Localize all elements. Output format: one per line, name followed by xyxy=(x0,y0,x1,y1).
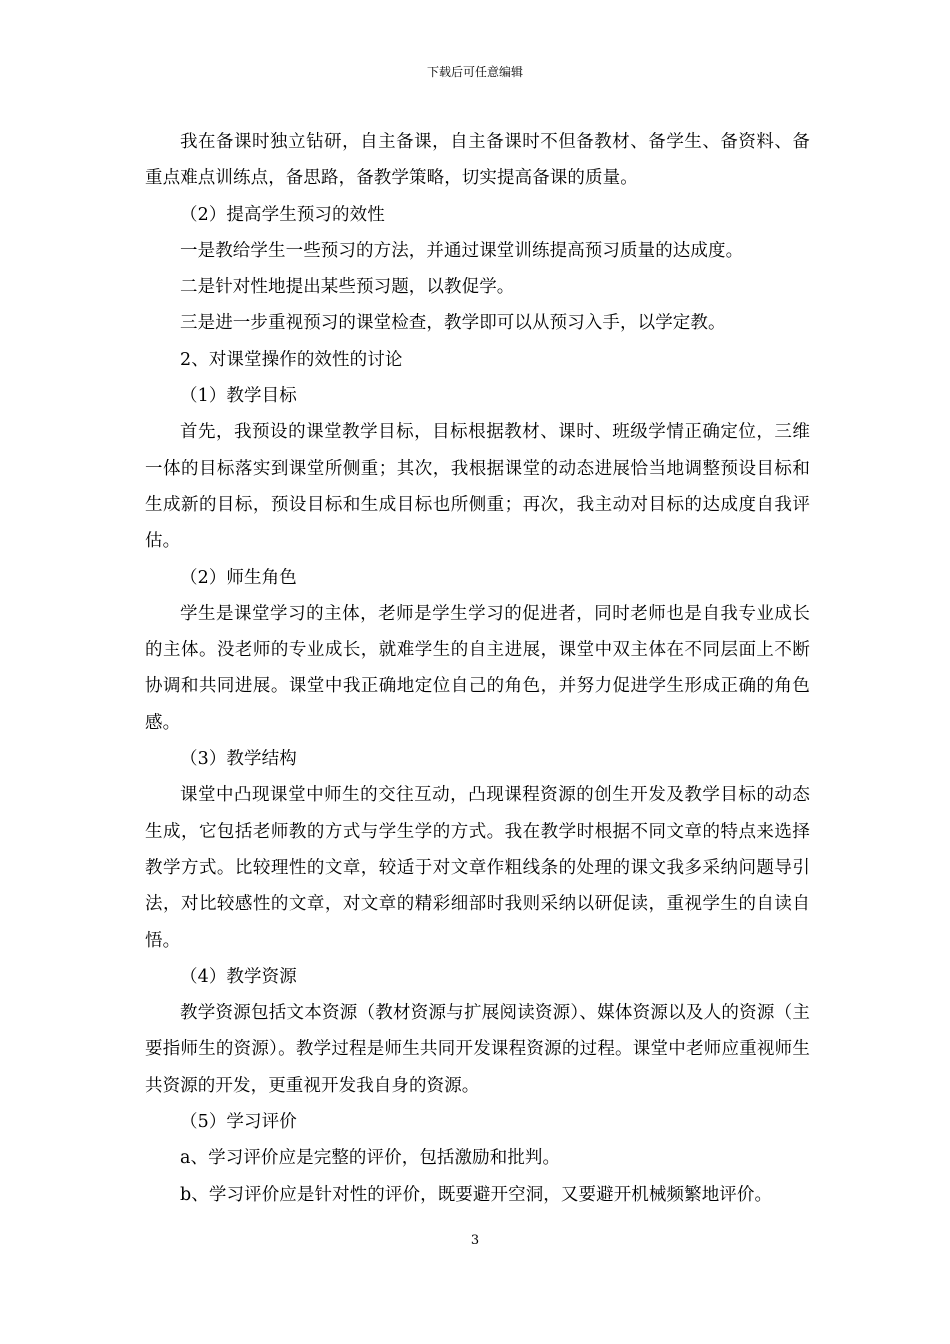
heading-teaching-goals: （1）教学目标 xyxy=(180,386,297,407)
paragraph-roles: 学生是课堂学习的主体，老师是学生学习的促进者，同时老师也是自我专业成长的主体。没老师的专业成长，就难学生的自主进展，课堂中双主体在不同层面上不断协调和共同进展。课堂中我正确地定位自己的角色，并努力促进学生形成正确的角色感。 xyxy=(145,603,810,733)
heading-classroom-operation: 2、对课堂操作的效性的讨论 xyxy=(180,349,403,370)
paragraph-preparation: 我在备课时独立钻研，自主备课，自主备课时不但备教材、备学生、备资料、备重点难点训练点，备思路，备教学策略，切实提高备课的质量。 xyxy=(145,132,810,189)
paragraph-preview-questions: 二是针对性地提出某些预习题，以教促学。 xyxy=(180,277,515,298)
paragraph-preview-check: 三是进一步重视预习的课堂检查，教学即可以从预习入手，以学定教。 xyxy=(180,313,726,334)
heading-roles: （2）师生角色 xyxy=(180,567,297,588)
paragraph-evaluation-a: a、学习评价应是完整的评价，包括激励和批判。 xyxy=(180,1148,561,1169)
heading-teaching-resources: （4）教学资源 xyxy=(180,966,297,987)
paragraph-teaching-structure: 课堂中凸现课堂中师生的交往互动，凸现课程资源的创生开发及教学目标的动态生成，它包括老师教的方式与学生学的方式。我在教学时根据不同文章的特点来选择教学方式。比较理性的文章，较适于对文章作粗线条的处理的课文我多采纳问题导引法，对比较感性的文章，对文章的精彩细部时我则采纳以研促读，重视学生的自读自悟。 xyxy=(145,785,810,951)
paragraph-preview-method: 一是教给学生一些预习的方法，并通过课堂训练提高预习质量的达成度。 xyxy=(180,240,744,261)
paragraph-evaluation-b: b、学习评价应是针对性的评价，既要避开空洞，又要避开机械频繁地评价。 xyxy=(180,1184,773,1205)
page-header: 下载后可任意编辑 xyxy=(426,65,523,79)
heading-teaching-structure: （3）教学结构 xyxy=(180,749,297,770)
heading-preview-effectiveness: （2）提高学生预习的效性 xyxy=(180,204,385,225)
paragraph-teaching-resources: 教学资源包括文本资源（教材资源与扩展阅读资源）、媒体资源以及人的资源（主要指师生的资源）。教学过程是师生共同开发课程资源的过程。课堂中老师应重视师生共资源的开发，更重视开发我自身的资源。 xyxy=(145,1003,810,1096)
heading-learning-evaluation: （5）学习评价 xyxy=(180,1112,297,1133)
paragraph-teaching-goals: 首先，我预设的课堂教学目标，目标根据教材、课时、班级学情正确定位，三维一体的目标落实到课堂所侧重；其次，我根据课堂的动态进展恰当地调整预设目标和生成新的目标，预设目标和生成目标也所侧重；再次，我主动对目标的达成度自我评估。 xyxy=(145,422,810,552)
page-number: 3 xyxy=(470,1233,480,1248)
document-body xyxy=(145,124,810,1213)
